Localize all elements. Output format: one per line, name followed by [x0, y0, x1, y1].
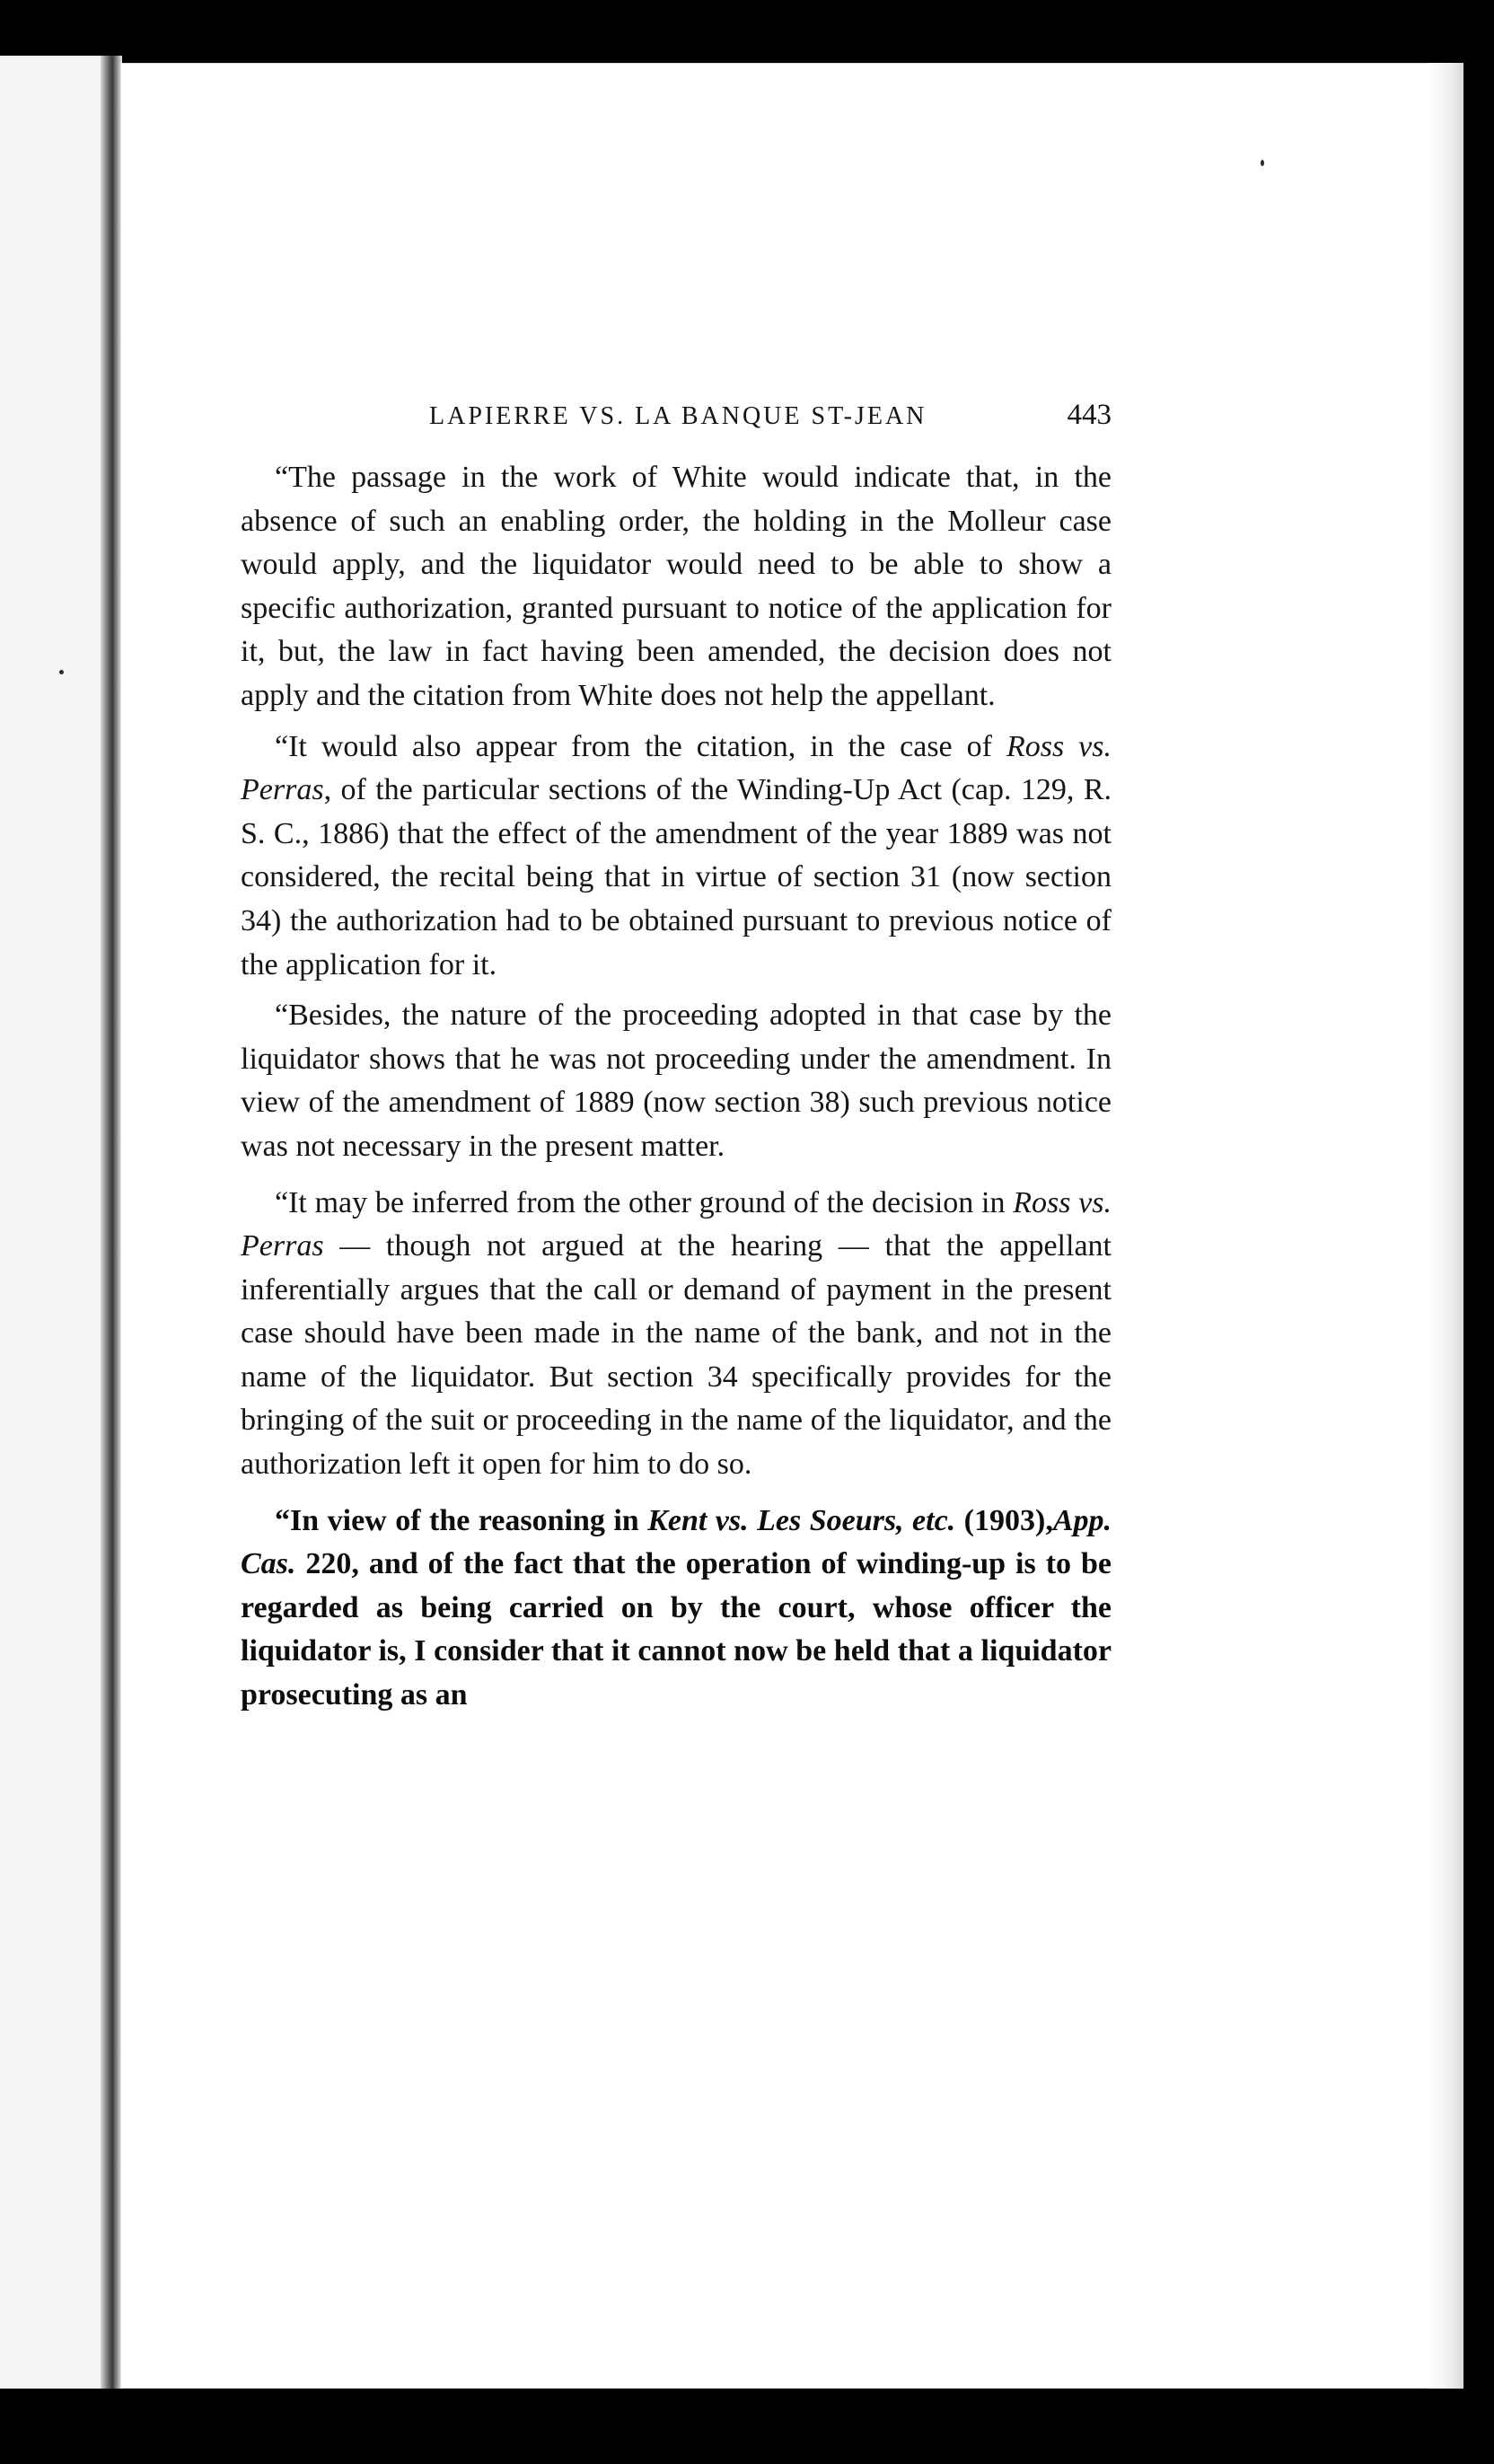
paragraph: [241, 1182, 1112, 1487]
text-run: “The passage in the work of White would indicate that, in the absence of such an enabling order, the holding in the Molleur case would apply, and the liquidator would need to be able to show a specific authorization, granted pursuant to notice of the application for it, but, the law in fact having been amended, the decision does not apply and the citation from White does not help the appellant.: [241, 461, 1112, 712]
facing-page-edge: [0, 56, 108, 2390]
paragraph: [241, 1500, 1112, 1718]
running-head: [241, 397, 1112, 442]
text-run: “It may be inferred from the other ground of the decision in: [275, 1185, 1014, 1219]
scan-speck: [59, 670, 64, 674]
case-citation: Ross vs. Perras: [241, 729, 1112, 807]
paragraph: [241, 994, 1112, 1168]
page-edge-shadow: [1428, 63, 1463, 2389]
paragraph: [241, 726, 1112, 988]
text-run: 220, and of the fact that the operation of winding-up is to be regarded as being carried on by the court, whose officer the liquidator is, I consider that it cannot now be held that a liquidator prosecuting as an: [241, 1547, 1112, 1712]
text-run: “It would also appear from the citation, in the case of: [275, 729, 1006, 763]
text-run: , of the particular sections of the Winding-Up Act (cap. 129, R. S. C., 1886) that the effect of the amendment of the year 1889 was not considered, the recital being that in virtue of section 31 (now section 34) the authorization had to be obtained pursuant to previous notice of the application for it.: [241, 773, 1112, 981]
text-run: “In view of the reasoning in: [275, 1503, 648, 1537]
page-number: 443: [1067, 399, 1112, 431]
scan-speck: [1261, 160, 1264, 166]
body-text: [241, 456, 1112, 1725]
text-run: — though not argued at the hearing — that the appellant inferentially argues that the call or demand of payment in the present case should have been made in the name of the bank, and not in the name of the liquidator. But section 34 specifically provides for the bringing of the suit or proceeding in the name of the liquidator, and the authorization left it open for him to do so.: [241, 1229, 1112, 1482]
scan-bottom-border: [0, 2389, 1494, 2464]
running-title: LAPIERRE VS. LA BANQUE ST-JEAN: [429, 402, 927, 430]
text-run: “Besides, the nature of the proceeding adopted in that case by the liquidator shows that he was not proceeding under the amendment. In view of the amendment of 1889 (now section 38) such previous notice was not necessary in the present matter.: [241, 999, 1112, 1163]
text-run: (1903),: [955, 1503, 1053, 1537]
paragraph: [241, 456, 1112, 718]
scan-top-border: [0, 0, 1494, 59]
case-citation: Ross vs. Perras: [241, 1185, 1112, 1263]
case-citation: App. Cas.: [241, 1503, 1112, 1581]
case-citation: Kent vs. Les Soeurs, etc.: [647, 1503, 956, 1537]
book-gutter: [101, 56, 122, 2390]
